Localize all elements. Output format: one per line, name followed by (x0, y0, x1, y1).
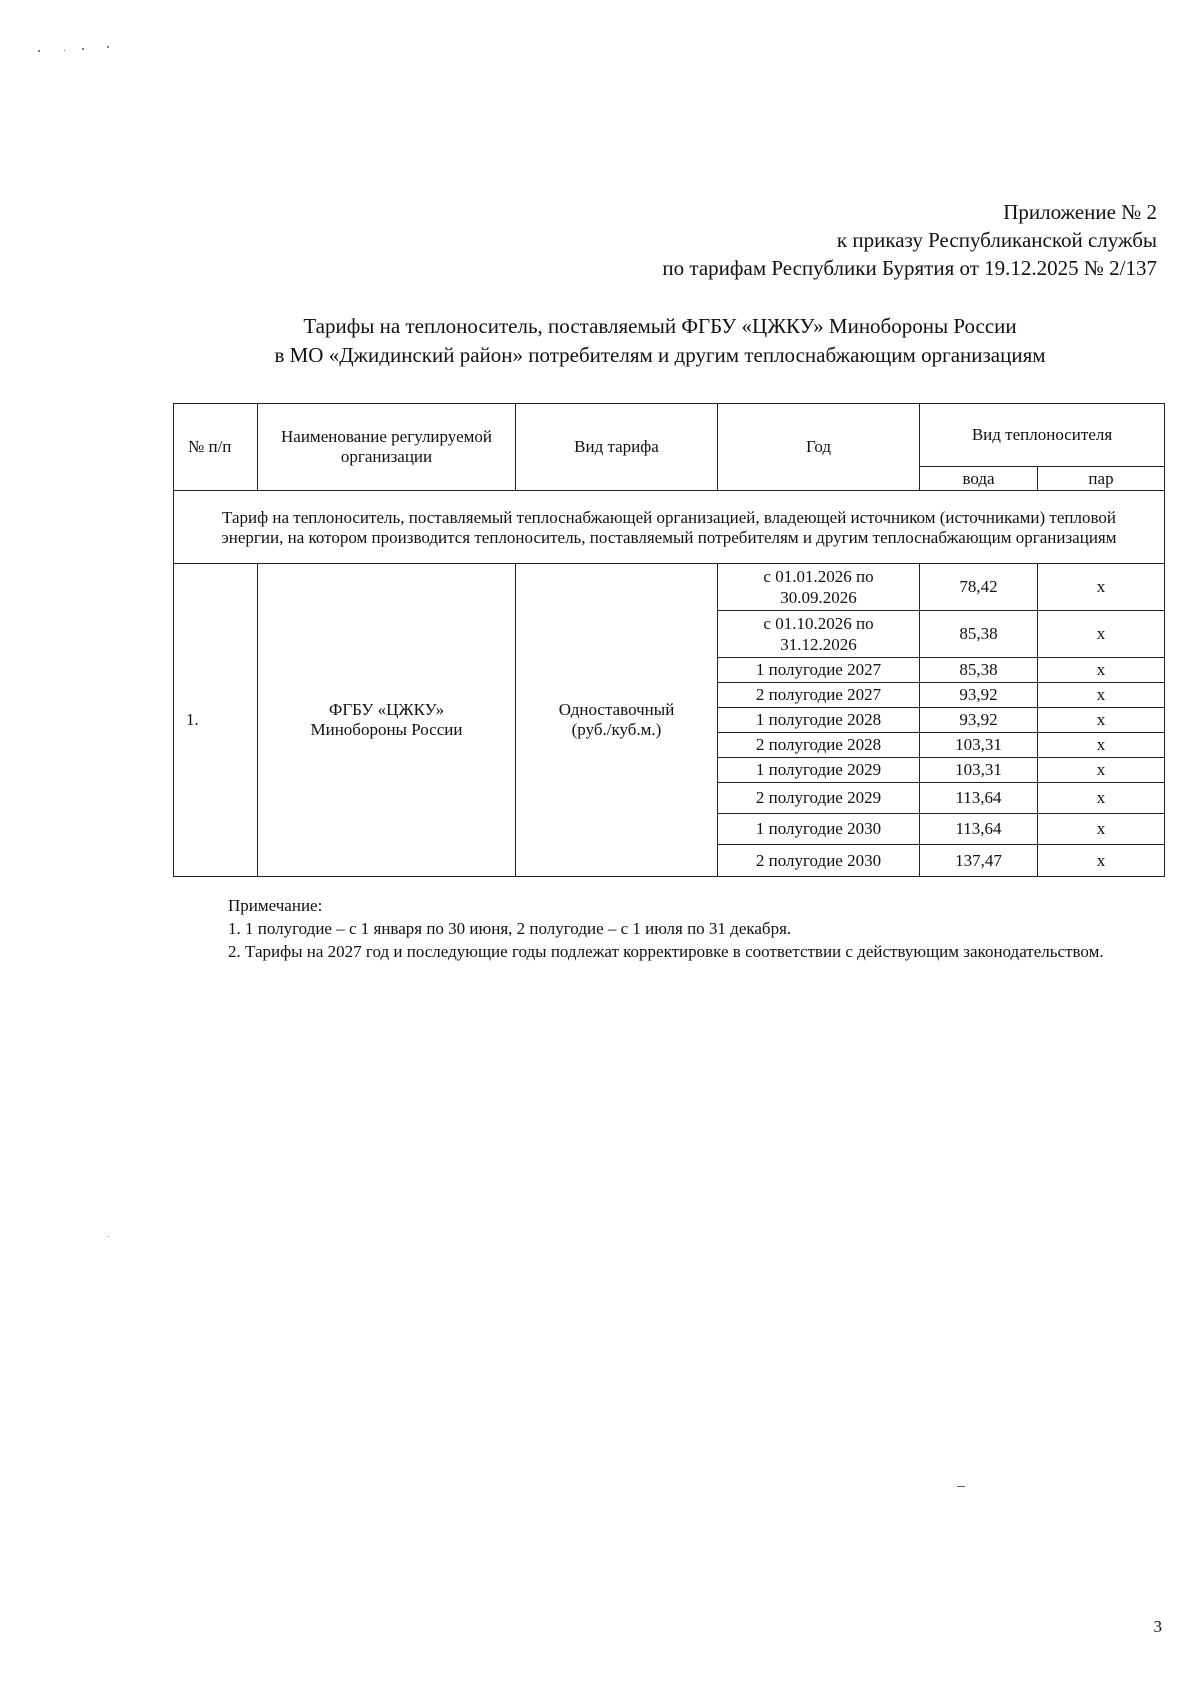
period-line-1: с 01.01.2026 по (763, 567, 874, 586)
note-item-2: 2. Тарифы на 2027 год и последующие годы подлежат корректировке в соответствии с действующим законодательством. (228, 942, 1104, 961)
section-description: Тариф на теплоноситель, поставляемый теплоснабжающей организацией, владеющей источником (источниками) тепловой энергии, на котором производится теплоноситель, поставляемый потребителям и другим теплоснабжающим организациям (174, 491, 1165, 564)
period-cell: 1 полугодие 2030 (718, 814, 920, 845)
header-org: Наименование регулируемой организации (258, 404, 516, 491)
period-cell (718, 611, 920, 658)
steam-tariff: x (1038, 783, 1165, 814)
period-cell: 2 полугодие 2027 (718, 683, 920, 708)
title-line-2: в МО «Джидинский район» потребителям и другим теплоснабжающим организациям (274, 343, 1046, 367)
water-tariff: 103,31 (920, 758, 1038, 783)
notes-section (187, 894, 1162, 963)
water-tariff: 78,42 (920, 564, 1038, 611)
steam-tariff: x (1038, 845, 1165, 877)
scan-speck (108, 1236, 109, 1237)
scan-speck (107, 46, 109, 48)
page-number: 3 (1153, 1617, 1162, 1636)
steam-tariff: x (1038, 658, 1165, 683)
tariff-table (173, 403, 1165, 877)
period-cell: 1 полугодие 2028 (718, 708, 920, 733)
note-item-1: 1. 1 полугодие – с 1 января по 30 июня, 2 полугодие – с 1 июля по 31 декабря. (228, 919, 792, 938)
notes-heading: Примечание: (228, 896, 323, 915)
appendix-line-2: к приказу Республиканской службы (836, 228, 1157, 252)
period-line-1: с 01.10.2026 по (763, 614, 874, 633)
appendix-header (662, 198, 1157, 282)
table-row (174, 564, 1165, 611)
scan-speck (82, 48, 84, 50)
steam-tariff: x (1038, 683, 1165, 708)
steam-tariff: x (1038, 758, 1165, 783)
tariff-type (516, 564, 718, 877)
scan-speck (38, 50, 40, 52)
table-section-row (174, 491, 1165, 564)
tariff-type-line-2: (руб./куб.м.) (571, 720, 662, 739)
water-tariff: 137,47 (920, 845, 1038, 877)
period-cell: 1 полугодие 2027 (718, 658, 920, 683)
steam-tariff: x (1038, 814, 1165, 845)
organization-name-line-1: ФГБУ «ЦЖКУ» (328, 700, 445, 719)
document-title (160, 312, 1160, 370)
period-cell: 2 полугодие 2028 (718, 733, 920, 758)
steam-tariff: x (1038, 733, 1165, 758)
water-tariff: 113,64 (920, 814, 1038, 845)
steam-tariff: x (1038, 611, 1165, 658)
period-line-2: 30.09.2026 (780, 588, 857, 607)
water-tariff: 85,38 (920, 611, 1038, 658)
tariff-type-line-1: Одноставочный (558, 700, 675, 719)
header-steam: пар (1038, 467, 1165, 491)
header-num: № п/п (174, 404, 258, 491)
header-water: вода (920, 467, 1038, 491)
header-tariff-type: Вид тарифа (516, 404, 718, 491)
row-number: 1. (174, 564, 258, 877)
title-line-1: Тарифы на теплоноситель, поставляемый ФГБУ «ЦЖКУ» Минобороны России (303, 314, 1017, 338)
water-tariff: 113,64 (920, 783, 1038, 814)
scan-speck (64, 50, 65, 51)
steam-tariff: x (1038, 564, 1165, 611)
water-tariff: 85,38 (920, 658, 1038, 683)
water-tariff: 93,92 (920, 708, 1038, 733)
scan-speck (957, 1486, 965, 1487)
header-year: Год (718, 404, 920, 491)
period-cell: 2 полугодие 2029 (718, 783, 920, 814)
header-carrier: Вид теплоносителя (920, 404, 1165, 467)
organization-name (258, 564, 516, 877)
table-header-row (174, 404, 1165, 467)
steam-tariff: x (1038, 708, 1165, 733)
appendix-line-1: Приложение № 2 (1003, 200, 1157, 224)
appendix-line-3: по тарифам Республики Бурятия от 19.12.2025 № 2/137 (662, 256, 1157, 280)
water-tariff: 93,92 (920, 683, 1038, 708)
period-cell (718, 564, 920, 611)
period-line-2: 31.12.2026 (780, 635, 857, 654)
water-tariff: 103,31 (920, 733, 1038, 758)
organization-name-line-2: Минобороны России (310, 720, 463, 739)
period-cell: 1 полугодие 2029 (718, 758, 920, 783)
period-cell: 2 полугодие 2030 (718, 845, 920, 877)
